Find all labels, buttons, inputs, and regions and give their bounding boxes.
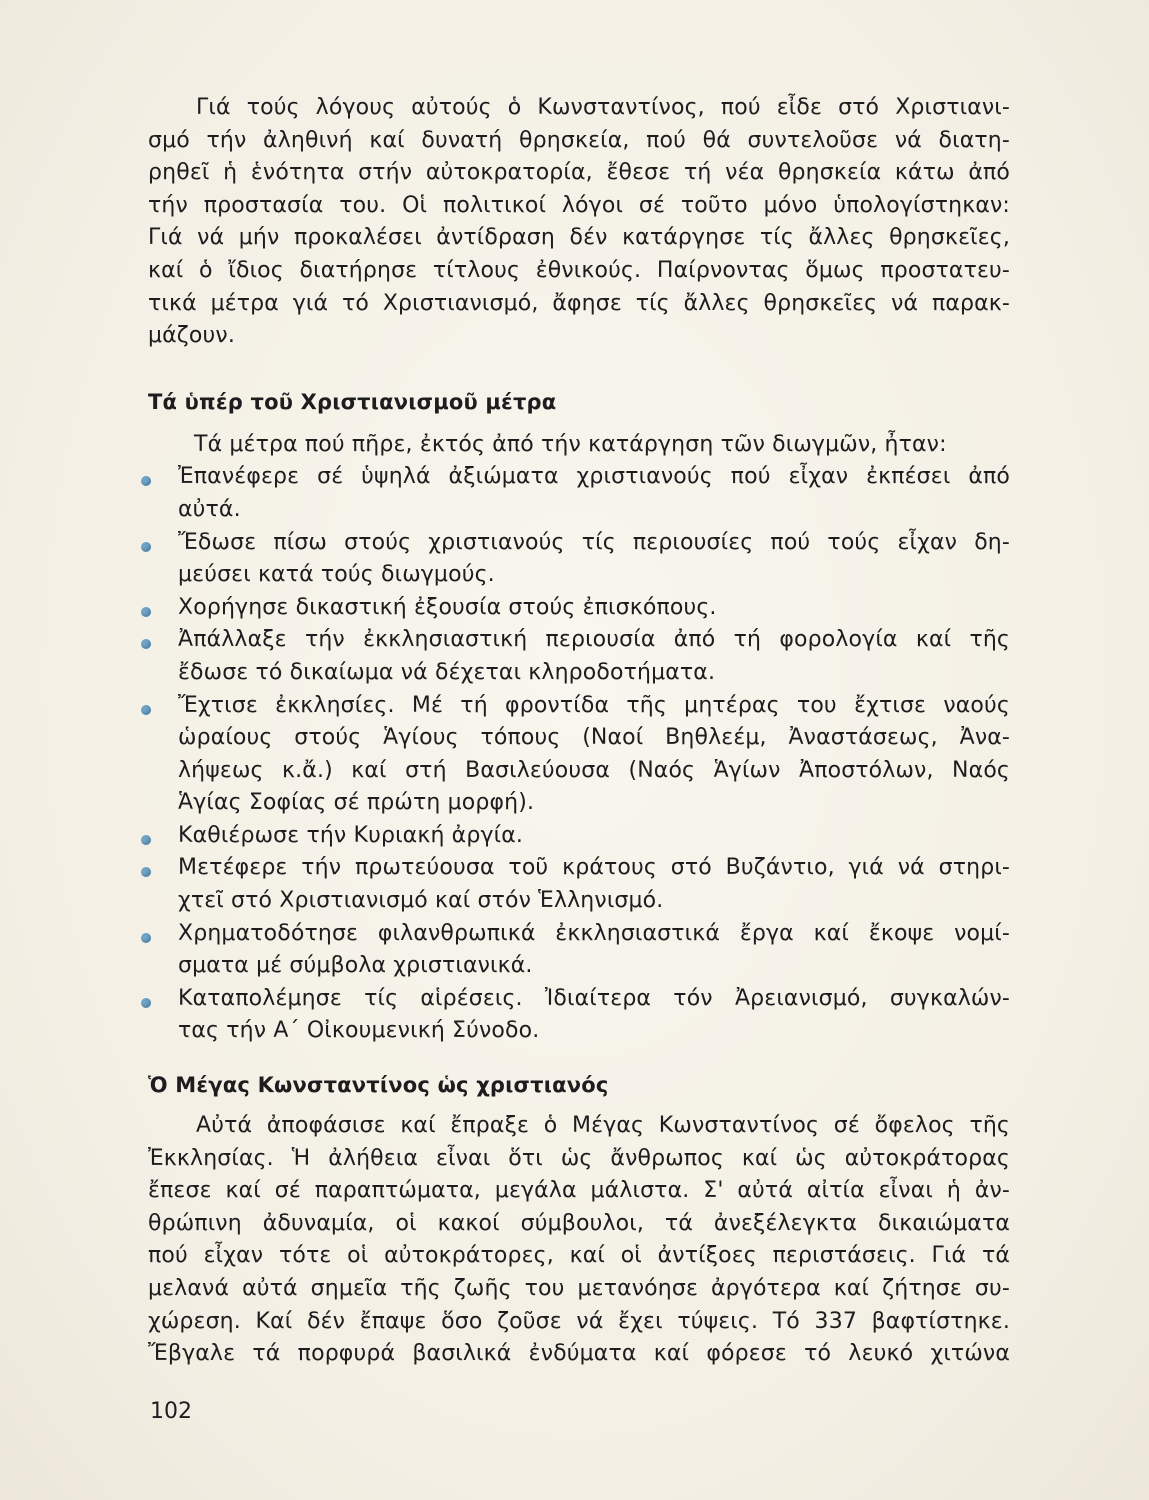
measures-list: [148, 461, 1010, 1048]
bullet-icon: [141, 835, 151, 845]
bullet-icon: [141, 933, 151, 943]
list-item: [148, 852, 1010, 917]
text-line: μελανά αὐτά σημεῖα τῆς ζωῆς του μετανόησε ἀργότερα καί ζήτησε συ-: [148, 1276, 1010, 1301]
text-line: σμό τήν ἀληθινή καί δυνατή θρησκεία, πού θά συντελοῦσε νά διατη-: [148, 127, 1010, 153]
text-line: τικά μέτρα γιά τό Χριστιανισμό, ἄφησε τίς ἄλλες θρησκεῖες νά παρακ-: [148, 290, 1010, 316]
list-item: [148, 918, 1010, 983]
text-line: ἔδωσε τό δικαίωμα νά δέχεται κληροδοτήματα.: [178, 659, 716, 685]
list-item: [148, 527, 1010, 592]
list-intro: Τά μέτρα πού πῆρε, ἐκτός ἀπό τήν κατάργηση τῶν διωγμῶν, ἦταν:: [194, 431, 947, 457]
text-line: τήν προστασία του. Οἱ πολιτικοί λόγοι σέ τοῦτο μόνο ὑπολογίστηκαν:: [148, 192, 1010, 218]
list-item: [148, 820, 1010, 853]
text-line: Ἁγίας Σοφίας σέ πρώτη μορφή).: [178, 790, 535, 816]
text-line: σματα μέ σύμβολα χριστιανικά.: [178, 953, 533, 979]
text-line: πού εἶχαν τότε οἱ αὐτοκράτορες, καί οἱ ἀντίξοες περιστάσεις. Γιά τά: [148, 1243, 1010, 1269]
text-line: Χρηματοδότησε φιλανθρωπικά ἐκκλησιαστικά ἔργα καί ἔκοψε νομί-: [178, 920, 1010, 946]
text-line: Γιά τούς λόγους αὐτούς ὁ Κωνσταντίνος, πού εἶδε στό Χριστιανι-: [196, 95, 1010, 120]
text-line: αὐτά.: [178, 496, 241, 522]
text-line: Αὐτά ἀποφάσισε καί ἔπραξε ὁ Μέγας Κωνσταντίνος σέ ὄφελος τῆς: [196, 1113, 1010, 1139]
text-line: Ἐκκλησίας. Ἡ ἀλήθεια εἶναι ὅτι ὡς ἄνθρωπος καί ὡς αὐτοκράτορας: [148, 1145, 1010, 1171]
text-line: Μετέφερε τήν πρωτεύουσα τοῦ κράτους στό Βυζάντιο, γιά νά στηρι-: [178, 855, 1010, 881]
bullet-icon: [141, 607, 151, 617]
text-line: ὡραίους στούς Ἁγίους τόπους (Ναοί Βηθλεέμ, Ἀναστάσεως, Ἀνα-: [178, 725, 1010, 751]
text-line: ἔπεσε καί σέ παραπτώματα, μεγάλα μάλιστα. Σ' αὐτά αἰτία εἶναι ἡ ἀν-: [148, 1178, 1010, 1204]
section-heading-measures: Τά ὑπέρ τοῦ Χριστιανισμοῦ μέτρα: [148, 389, 557, 414]
text-line: μάζουν.: [148, 323, 235, 349]
text-line: τας τήν Α΄ Οἰκουμενική Σύνοδο.: [178, 1018, 540, 1044]
bullet-icon: [141, 542, 151, 552]
text-line: Χορήγησε δικαστική ἐξουσία στούς ἐπισκόπους.: [178, 594, 717, 620]
list-item: [148, 592, 1010, 625]
bullet-icon: [141, 639, 151, 649]
page-number: 102: [150, 1399, 192, 1424]
text-line: Καθιέρωσε τήν Κυριακή ἀργία.: [178, 822, 524, 848]
text-line: Ἔδωσε πίσω στούς χριστιανούς τίς περιουσίες πού τούς εἶχαν δη-: [178, 529, 1010, 555]
text-line: Γιά νά μήν προκαλέσει ἀντίδραση δέν κατάργησε τίς ἄλλες θρησκεῖες,: [148, 225, 1010, 251]
text-line: Ἐπανέφερε σέ ὑψηλά ἀξιώματα χριστιανούς πού εἶχαν ἐκπέσει ἀπό: [178, 464, 1010, 490]
list-item: [148, 690, 1010, 820]
paragraph-2: [148, 1110, 1010, 1371]
text-line: χώρεση. Καί δέν ἔπαψε ὅσο ζοῦσε νά ἔχει τύψεις. Τό 337 βαφτίστηκε.: [148, 1308, 1010, 1334]
text-line: Καταπολέμησε τίς αἱρέσεις. Ἰδιαίτερα τόν Ἀρειανισμό, συγκαλών-: [178, 985, 1010, 1011]
bullet-icon: [141, 867, 151, 877]
list-item: [148, 461, 1010, 526]
text-line: Ἔχτισε ἐκκλησίες. Μέ τή φροντίδα τῆς μητέρας του ἔχτισε ναούς: [178, 692, 1010, 718]
paragraph-1: [148, 92, 1010, 353]
text-line: θρώπινη ἀδυναμία, οἱ κακοί σύμβουλοι, τά ἀνεξέλεγκτα δικαιώματα: [148, 1210, 1010, 1236]
section-heading-christian: Ὁ Μέγας Κωνσταντίνος ὡς χριστιανός: [148, 1073, 609, 1098]
list-item: [148, 624, 1010, 689]
text-line: λήψεως κ.ἄ.) καί στή Βασιλεύουσα (Ναός Ἁγίων Ἀποστόλων, Ναός: [178, 757, 1010, 783]
list-item: [148, 983, 1010, 1048]
bullet-icon: [141, 998, 151, 1008]
text-line: μεύσει κατά τούς διωγμούς.: [178, 562, 495, 588]
text-line: χτεῖ στό Χριστιανισμό καί στόν Ἑλληνισμό.: [178, 888, 664, 914]
text-line: ρηθεῖ ἡ ἑνότητα στήν αὐτοκρατορία, ἔθεσε τή νέα θρησκεία κάτω ἀπό: [148, 160, 1010, 186]
bullet-icon: [141, 705, 151, 715]
text-line: καί ὁ ἴδιος διατήρησε τίτλους ἐθνικούς. Παίρνοντας ὅμως προστατευ-: [148, 257, 1010, 283]
text-line: Ἔβγαλε τά πορφυρά βασιλικά ἐνδύματα καί φόρεσε τό λευκό χιτώνα: [148, 1341, 1010, 1367]
text-column: [148, 92, 1010, 1371]
bullet-icon: [141, 476, 151, 486]
text-line: Ἀπάλλαξε τήν ἐκκλησιαστική περιουσία ἀπό τή φορολογία καί τῆς: [178, 627, 1010, 653]
